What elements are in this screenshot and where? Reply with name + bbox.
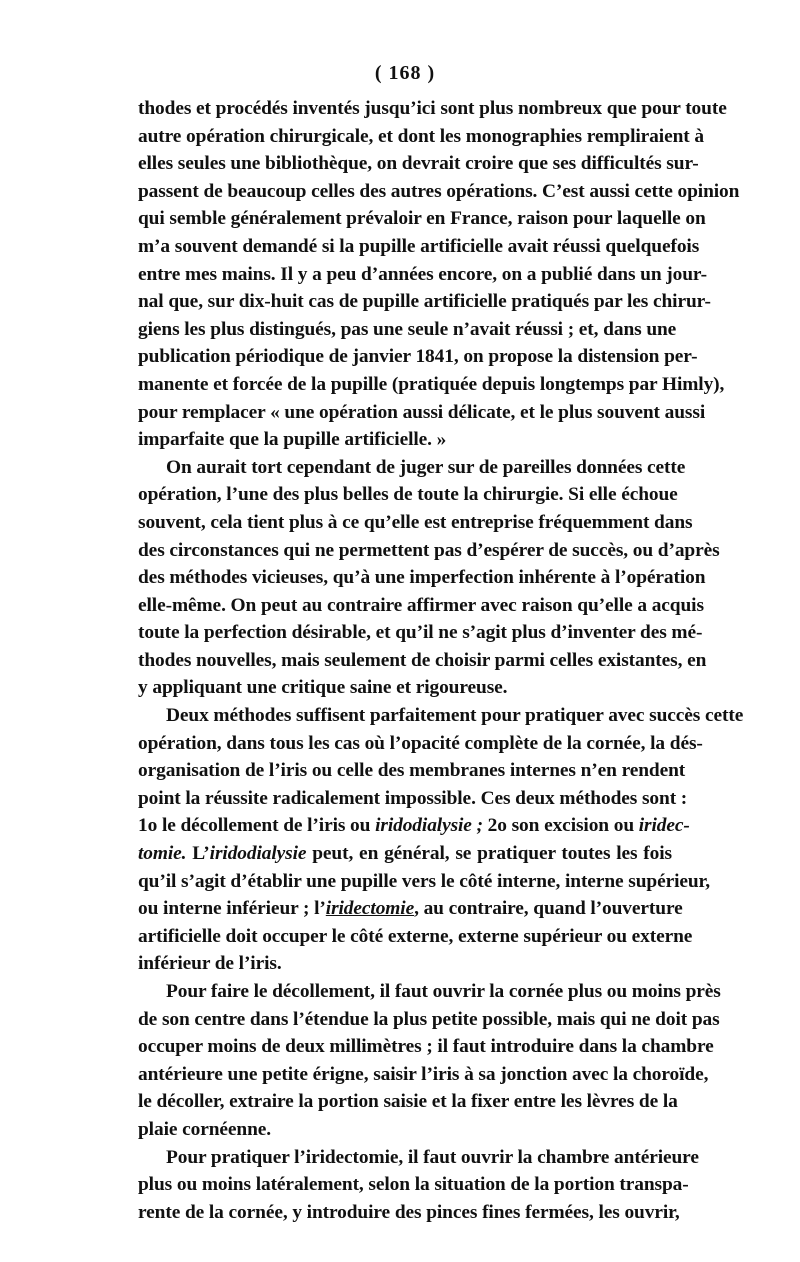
text-line	[138, 178, 740, 206]
paragraph	[138, 978, 721, 1144]
text-run: Pour pratiquer l’iridectomie, il faut ouvrir la chambre antérieure	[166, 1146, 699, 1168]
text-run: imparfaite que la pupille artificielle. »	[138, 429, 447, 451]
text-line	[138, 261, 708, 289]
text-run: plus ou moins latéralement, selon la situation de la portion transpa-	[138, 1174, 689, 1196]
text-run: y appliquant une critique saine et rigoureuse.	[138, 677, 508, 699]
text-line	[138, 426, 672, 454]
text-line	[138, 371, 725, 399]
text-run: 2o son excision ou	[482, 815, 639, 837]
text-run: elles seules une bibliothèque, on devrait croire que ses difficultés sur-	[138, 153, 699, 175]
text-run: thodes nouvelles, mais seulement de choisir parmi celles existantes, en	[138, 649, 707, 671]
italic-term: iridectomie	[325, 898, 415, 920]
text-run: le décoller, extraire la portion saisie et la fixer entre les lèvres de la	[138, 1091, 678, 1113]
page-number: ( 168 )	[374, 62, 436, 84]
text-run: , au contraire, quand l’ouverture	[414, 898, 683, 920]
text-line	[138, 150, 699, 178]
text-line	[138, 233, 700, 261]
text-run: plaie cornéenne.	[138, 1118, 272, 1140]
text-run: qui semble généralement prévaloir en France, raison pour laquelle on	[138, 208, 706, 230]
italic-term: iridodialysie	[209, 843, 307, 865]
text-line	[138, 1033, 714, 1061]
text-line	[138, 674, 672, 702]
text-line	[138, 537, 720, 565]
text-line	[138, 757, 686, 785]
text-run: de son centre dans l’étendue la plus petite possible, mais qui ne doit pas	[138, 1008, 720, 1030]
text-run: pour remplacer « une opération aussi délicate, et le plus souvent aussi	[138, 401, 706, 423]
text-run: organisation de l’iris ou celle des membranes internes n’en rendent	[138, 760, 686, 782]
text-line	[138, 343, 698, 371]
text-line	[138, 1199, 680, 1227]
text-run: peut, en général, se pratiquer toutes les fois	[306, 843, 672, 865]
paragraph	[138, 1144, 699, 1227]
text-line	[138, 509, 693, 537]
text-line	[138, 399, 706, 427]
text-line	[138, 592, 704, 620]
text-line	[138, 785, 688, 813]
text-run: autre opération chirurgicale, et dont les monographies rempliraient à	[138, 125, 704, 147]
text-run: des circonstances qui ne permettent pas d’espérer de succès, ou d’après	[138, 539, 720, 561]
text-line	[138, 1088, 678, 1116]
text-run: giens les plus distingués, pas une seule n’avait réussi ; et, dans une	[138, 318, 677, 340]
text-line	[138, 288, 711, 316]
text-run: rente de la cornée, y introduire des pinces fines fermées, les ouvrir,	[138, 1201, 680, 1223]
text-line	[138, 895, 683, 923]
text-run: toute la perfection désirable, et qu’il ne s’agit plus d’inventer des mé-	[138, 622, 703, 644]
text-run: point la réussite radicalement impossible. Ces deux méthodes sont :	[138, 787, 688, 809]
text-line	[138, 1171, 689, 1199]
text-run: elle-même. On peut au contraire affirmer avec raison qu’elle a acquis	[138, 594, 704, 616]
text-run: antérieure une petite érigne, saisir l’iris à sa jonction avec la choroïde,	[138, 1063, 709, 1085]
text-line	[138, 123, 704, 151]
text-run: Deux méthodes suffisent parfaitement pour pratiquer avec succès cette	[166, 705, 744, 727]
paragraph	[138, 95, 740, 454]
paragraph	[138, 454, 720, 702]
text-run: L’	[186, 843, 210, 865]
text-line	[138, 702, 744, 730]
text-line	[138, 454, 686, 482]
text-line	[138, 978, 721, 1006]
italic-term: iridec-	[638, 815, 690, 837]
text-line	[138, 564, 706, 592]
text-line	[138, 1144, 699, 1172]
text-run: Pour faire le décollement, il faut ouvrir la cornée plus ou moins près	[166, 981, 721, 1002]
text-line	[138, 950, 672, 978]
text-run: thodes et procédés inventés jusqu’ici sont plus nombreux que pour toute	[138, 98, 727, 119]
text-line	[138, 868, 711, 896]
text-run: artificielle doit occuper le côté externe, externe supérieur ou externe	[138, 925, 693, 947]
text-line	[138, 619, 703, 647]
text-line	[138, 1116, 672, 1144]
text-run: nal que, sur dix-huit cas de pupille artificielle pratiqués par les chirur-	[138, 291, 711, 313]
text-run: 1o le décollement de l’iris ou	[138, 815, 376, 837]
text-line	[138, 205, 706, 233]
text-run: On aurait tort cependant de juger sur de pareilles données cette	[166, 456, 686, 478]
text-run: souvent, cela tient plus à ce qu’elle est entreprise fréquemment dans	[138, 511, 693, 533]
text-line	[138, 1061, 709, 1089]
text-line	[138, 923, 693, 951]
italic-term: tomie.	[138, 843, 187, 865]
paragraph	[138, 702, 744, 978]
text-run: passent de beaucoup celles des autres opérations. C’est aussi cette opinion	[138, 180, 740, 202]
text-line	[138, 840, 672, 868]
text-run: des méthodes vicieuses, qu’à une imperfection inhérente à l’opération	[138, 567, 706, 589]
text-line	[138, 647, 707, 675]
text-run: qu’il s’agit d’établir une pupille vers le côté interne, interne supérieur,	[138, 870, 711, 892]
text-run: inférieur de l’iris.	[138, 953, 282, 975]
text-line	[138, 812, 690, 840]
text-run: m’a souvent demandé si la pupille artificielle avait réussi quelquefois	[138, 235, 700, 257]
text-run: manente et forcée de la pupille (pratiquée depuis longtemps par Himly),	[138, 373, 725, 395]
text-run: ou interne inférieur ; l’	[138, 898, 326, 920]
text-line	[138, 95, 727, 123]
text-run: opération, dans tous les cas où l’opacité complète de la cornée, la dés-	[138, 732, 703, 754]
text-run: occuper moins de deux millimètres ; il faut introduire dans la chambre	[138, 1036, 714, 1058]
text-line	[138, 316, 677, 344]
text-run: publication périodique de janvier 1841, on propose la distension per-	[138, 346, 698, 368]
text-line	[138, 481, 678, 509]
text-line	[138, 1006, 720, 1034]
text-run: entre mes mains. Il y a peu d’années encore, on a publié dans un jour-	[138, 263, 708, 285]
body-text	[138, 95, 744, 1226]
text-line	[138, 730, 703, 758]
italic-term: iridodialysie ;	[375, 815, 483, 837]
text-run: opération, l’une des plus belles de toute la chirurgie. Si elle échoue	[138, 484, 678, 506]
